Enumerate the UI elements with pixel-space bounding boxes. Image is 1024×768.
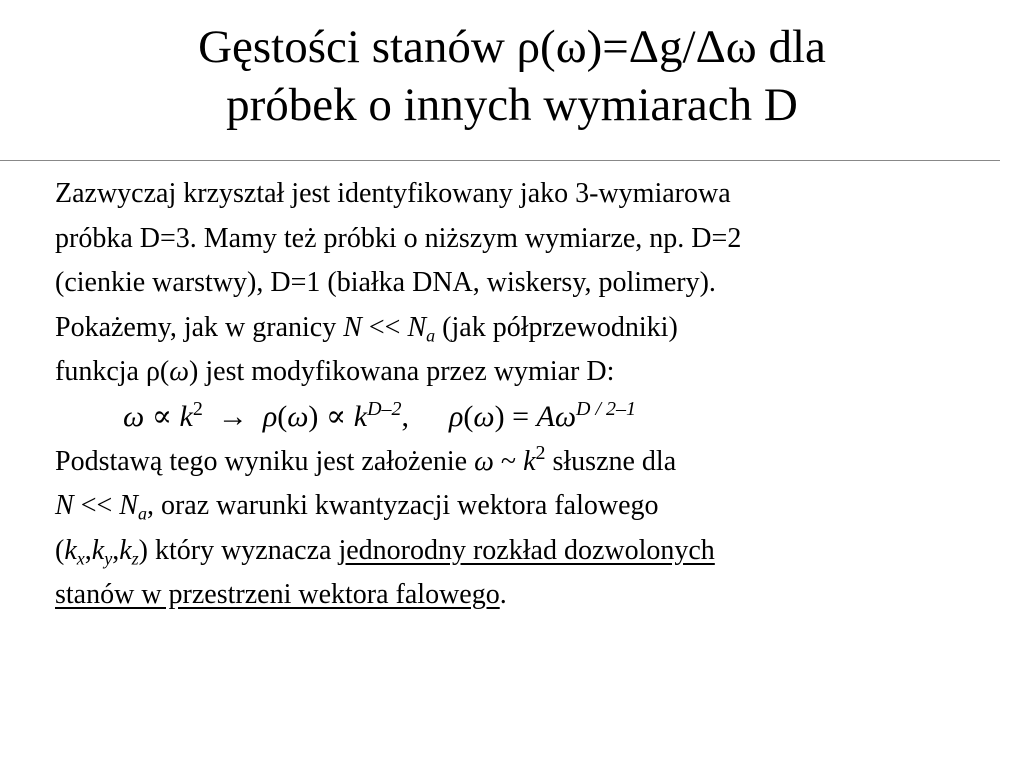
much-less-symbol: << xyxy=(73,490,120,522)
body-line-3: (cienkie warstwy), D=1 (białka DNA, wiskersy, polimery). xyxy=(55,267,716,299)
eq-omega: ω xyxy=(123,399,145,433)
text-segment: słuszne dla xyxy=(545,445,677,477)
symbol-omega: ω xyxy=(474,445,494,477)
tilde-symbol: ~ xyxy=(493,445,524,477)
body-line-1: Zazwyczaj krzyształ jest identyfikowany jako 3-wymiarowa xyxy=(55,178,731,209)
eq-omega: ω xyxy=(554,399,577,433)
comma: , xyxy=(112,534,120,566)
eq-exponent-d-2: D–2 xyxy=(367,397,402,420)
body-line-8 xyxy=(55,484,985,529)
eq-k: k xyxy=(179,399,193,433)
eq-omega: ω xyxy=(473,399,495,433)
eq-rho: ρ xyxy=(262,399,278,433)
subscript-z: z xyxy=(131,548,139,569)
eq-comma: , xyxy=(401,399,410,433)
symbol-Na: N xyxy=(119,490,138,522)
eq-equals: = xyxy=(504,399,537,433)
symbol-omega: ω xyxy=(169,356,190,388)
body-line-7 xyxy=(55,440,985,485)
eq-rho: ρ xyxy=(449,399,464,433)
body-line-5 xyxy=(55,350,985,395)
eq-paren: ) xyxy=(494,399,505,433)
subscript-a: a xyxy=(137,503,147,524)
subscript-y: y xyxy=(104,548,113,569)
eq-k: k xyxy=(353,399,368,433)
symbol-kx: k xyxy=(64,534,77,566)
eq-paren: ) xyxy=(308,399,319,433)
eq-proportional: ∝ xyxy=(318,399,354,433)
text-segment: Podstawą tego wyniku jest założenie xyxy=(55,445,475,477)
exponent-2: 2 xyxy=(535,441,546,464)
eq-exponent-d2-1: D / 2–1 xyxy=(576,397,637,420)
symbol-Na: N xyxy=(407,311,427,343)
symbol-k: k xyxy=(523,445,536,477)
body-line-4 xyxy=(55,306,985,351)
text-segment: (jak półprzewodniki) xyxy=(435,311,678,343)
underlined-phrase: stanów w przestrzeni wektora falowego xyxy=(55,579,500,611)
paren: ( xyxy=(55,534,65,566)
slide-title-line-2: próbek o innych wymiarach D xyxy=(226,79,798,131)
text-segment: funkcja ρ( xyxy=(55,356,170,388)
underlined-phrase: jednorodny rozkład dozwolonych xyxy=(338,534,715,566)
text-segment: ) jest modyfikowana przez wymiar D: xyxy=(189,356,615,388)
subscript-a: a xyxy=(426,325,436,346)
symbol-N: N xyxy=(343,311,362,343)
symbol-ky: k xyxy=(91,534,105,566)
eq-proportional: ∝ xyxy=(144,399,180,433)
symbol-N: N xyxy=(55,490,74,522)
subscript-x: x xyxy=(76,548,85,569)
slide-title xyxy=(0,18,1024,134)
title-divider xyxy=(0,160,1000,161)
slide-body xyxy=(55,172,985,618)
eq-paren: ( xyxy=(463,399,474,433)
text-segment: Pokażemy, jak w granicy xyxy=(55,311,344,343)
eq-paren: ( xyxy=(277,399,288,433)
comma: , xyxy=(84,534,92,566)
eq-arrow: → xyxy=(202,399,263,433)
slide-title-line-1: Gęstości stanów ρ(ω)=Δg/Δω dla xyxy=(198,21,826,73)
eq-omega: ω xyxy=(287,399,309,433)
much-less-symbol: << xyxy=(361,311,408,343)
equation-line xyxy=(55,395,985,440)
body-line-9 xyxy=(55,529,985,574)
symbol-kz: k xyxy=(119,534,132,566)
body-line-10 xyxy=(55,573,985,618)
eq-exponent-2: 2 xyxy=(192,397,203,420)
text-segment: , oraz warunki kwantyzacji wektora falowego xyxy=(146,490,659,522)
text-segment: ) który wyznacza xyxy=(138,534,339,566)
eq-A: A xyxy=(536,399,555,433)
body-line-2: próbka D=3. Mamy też próbki o niższym wymiarze, np. D=2 xyxy=(55,222,742,254)
period: . xyxy=(499,579,507,611)
